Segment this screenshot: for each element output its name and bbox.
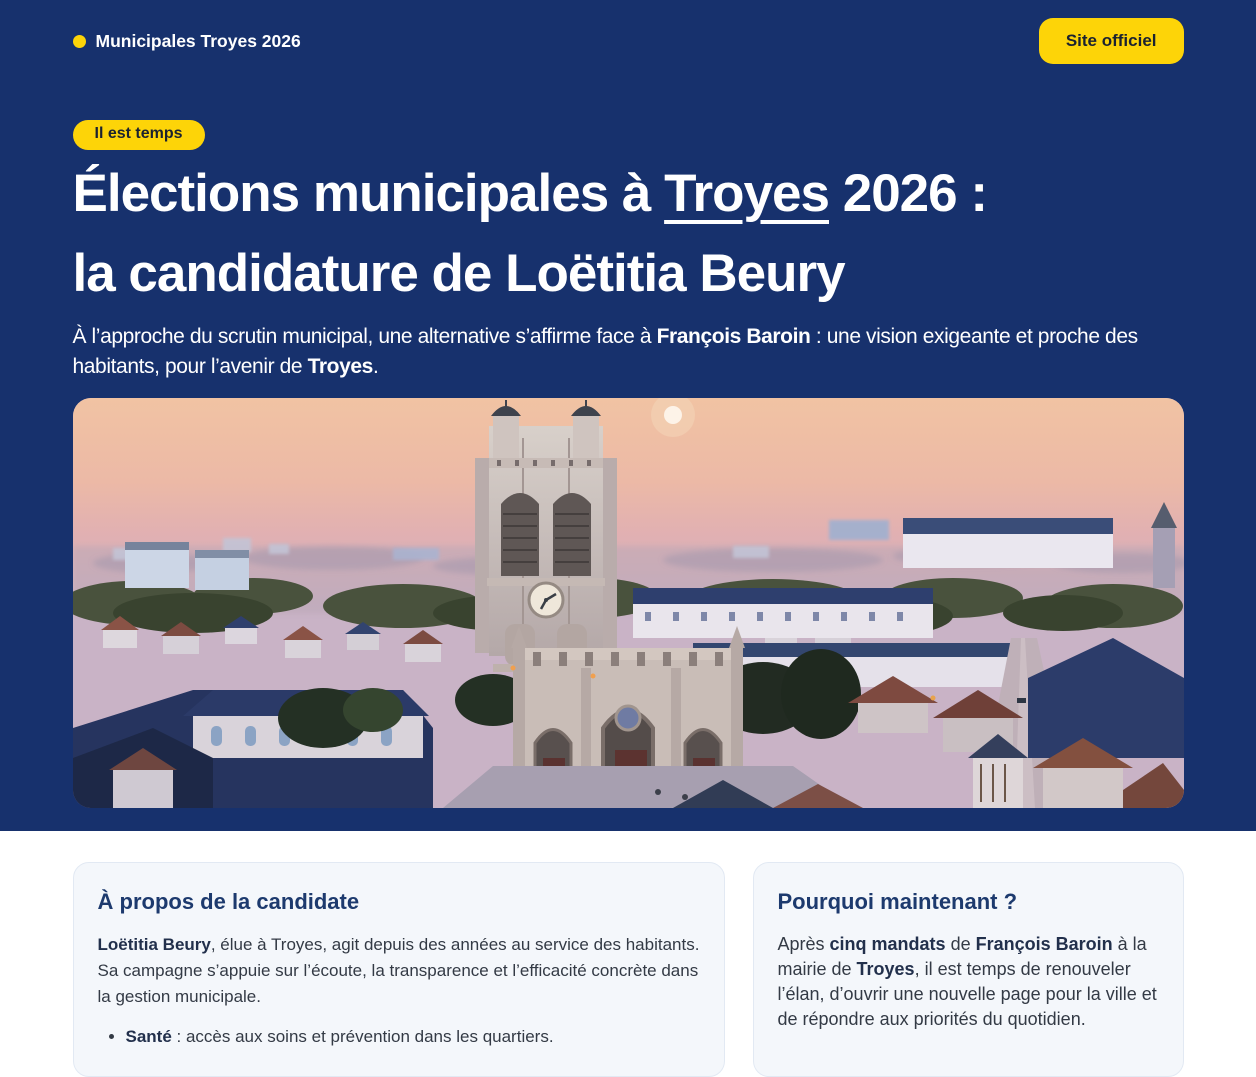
text-segment: Loëtitia Beury — [505, 244, 845, 303]
about-card — [73, 862, 725, 1077]
text-segment: , il est temps de renouveler l’élan, d’ouvrir une nouvelle page pour la ville et de répondre aux priorités du quotidien. — [777, 959, 1157, 1029]
text-segment: . — [372, 355, 379, 378]
text-segment: François Baroin — [656, 325, 811, 348]
about-card-text — [98, 932, 700, 1010]
text-segment: 2026 : — [829, 164, 988, 223]
text-segment: de — [945, 934, 976, 954]
hero-image — [73, 398, 1184, 808]
page-title — [73, 154, 1184, 314]
why-card-text — [778, 932, 1159, 1032]
text-segment: : accès aux soins et prévention dans les quartiers. — [171, 1027, 554, 1046]
text-segment: Après — [777, 934, 830, 954]
text-segment: À l’approche du scrutin municipal, une alternative s’affirme face à — [72, 325, 657, 348]
why-card-title: Pourquoi maintenant ? — [777, 889, 1018, 914]
official-site-button[interactable]: Site officiel — [1039, 18, 1184, 64]
text-segment: , élue à Troyes, agit depuis des années au service des habitants. Sa campagne s’appuie sur l’écoute, la transparence et l’efficacité concrète dans la gestion municipale. — [97, 935, 700, 1006]
text-segment: la candidature de — [72, 244, 506, 303]
text-segment: Santé — [125, 1027, 172, 1046]
brand[interactable] — [73, 31, 301, 52]
text-segment: Loëtitia Beury — [97, 935, 211, 954]
why-card — [753, 862, 1184, 1077]
text-segment: Élections municipales à — [72, 164, 665, 223]
text-segment: cinq mandats — [829, 934, 946, 954]
top-bar — [73, 0, 1184, 65]
brand-dot-icon — [73, 35, 86, 48]
list-item-sante — [126, 1024, 700, 1050]
hero-subtitle — [73, 322, 1184, 382]
about-card-title: À propos de la candidate — [97, 889, 360, 914]
campaign-badge: Il est temps — [73, 120, 205, 150]
text-segment: : une vision exigeante et proche des habitants, pour l’avenir de — [72, 325, 1138, 378]
text-segment: à la mairie de — [777, 934, 1147, 979]
text-segment: Troyes — [307, 355, 373, 378]
about-card-list — [98, 1024, 700, 1050]
text-segment: Troyes — [856, 959, 915, 979]
brand-title: Municipales Troyes 2026 — [95, 30, 301, 51]
text-segment: François Baroin — [975, 934, 1113, 954]
cards-section — [0, 862, 1256, 1077]
troyes-link[interactable]: Troyes — [664, 164, 829, 223]
